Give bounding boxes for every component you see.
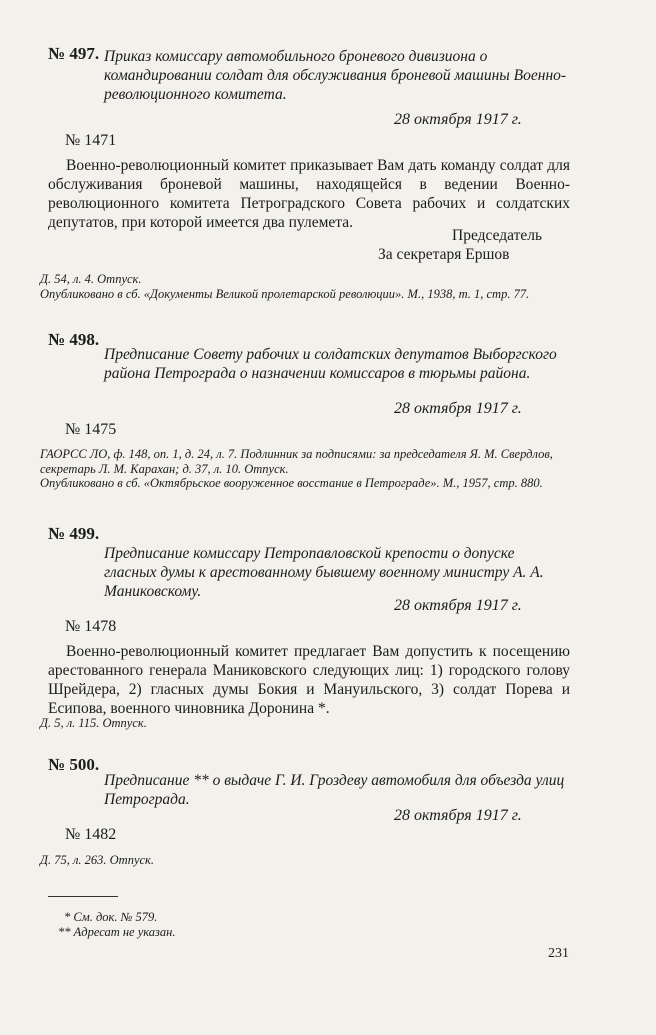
page-number: 231 xyxy=(548,946,569,961)
archive-source: ГАОРСС ЛО, ф. 148, оп. 1, д. 24, л. 7. Подлинник за подписями: за председателя Я. М. Свердлов, секретарь Л. М. Карахан; д. 37, л. 10. Отпуск. Опубликовано в сб. «Октябрьское вооруженное восстание в Петрограде». М., 1957, стр. 880. xyxy=(40,447,553,490)
archive-source: Д. 75, л. 263. Отпуск. xyxy=(40,853,155,867)
doc-reg-number: № 1482 xyxy=(65,826,117,843)
doc-reg-number: № 1471 xyxy=(65,132,117,149)
doc-title: Предписание Совету рабочих и солдатских депутатов Выборгского района Петрограда о назначении комиссаров в тюрьмы района. xyxy=(104,346,557,382)
doc-body: Военно-революционный комитет предлагает Вам допустить к посещению арестованного генерала Маниковского следующих лиц: 1) городского голову Шрейдера, 2) гласных думы Бокия и Мануильского, 3) солдат Порева и Есипова, военного чиновника Доронина *. xyxy=(48,643,570,717)
doc-date: 28 октября 1917 г. xyxy=(394,111,522,128)
doc-date: 28 октября 1917 г. xyxy=(394,597,522,614)
doc-number: № 497. xyxy=(48,44,100,63)
doc-date: 28 октября 1917 г. xyxy=(394,400,522,417)
footnote: * См. док. № 579. xyxy=(64,910,158,924)
doc-title: Предписание комиссару Петропавловской крепости о допуске гласных думы к арестованному бывшему военному министру А. А. Маниковскому. xyxy=(104,545,544,600)
signature-secretary: За секретаря Ершов xyxy=(378,246,510,263)
doc-number: № 500. xyxy=(48,755,100,774)
footnote: ** Адресат не указан. xyxy=(58,925,176,939)
signature-chairman: Председатель xyxy=(452,227,543,244)
doc-date: 28 октября 1917 г. xyxy=(394,807,522,824)
doc-title: Приказ комиссару автомобильного броневого дивизиона о командировании солдат для обслуживания броневой машины Военно-революционного комитета. xyxy=(104,48,567,103)
doc-reg-number: № 1478 xyxy=(65,618,117,635)
doc-number: № 499. xyxy=(48,524,100,543)
doc-title: Предписание ** о выдаче Г. И. Гроздеву автомобиля для объезда улиц Петрограда. xyxy=(104,772,565,808)
archive-source: Д. 54, л. 4. Отпуск. Опубликовано в сб. «Документы Великой пролетарской революции». М., 1938, т. 1, стр. 77. xyxy=(40,272,530,301)
archive-source: Д. 5, л. 115. Отпуск. xyxy=(40,716,147,730)
doc-reg-number: № 1475 xyxy=(65,421,117,438)
doc-number: № 498. xyxy=(48,330,100,349)
footnote-divider xyxy=(48,896,118,897)
doc-body: Военно-революционный комитет приказывает Вам дать команду солдат для обслуживания броневой машины, находящейся в ведении Военно-революционного комитета Петроградского Совета рабочих и солдатских депутатов, при которой имеется два пулемета. xyxy=(48,157,570,231)
